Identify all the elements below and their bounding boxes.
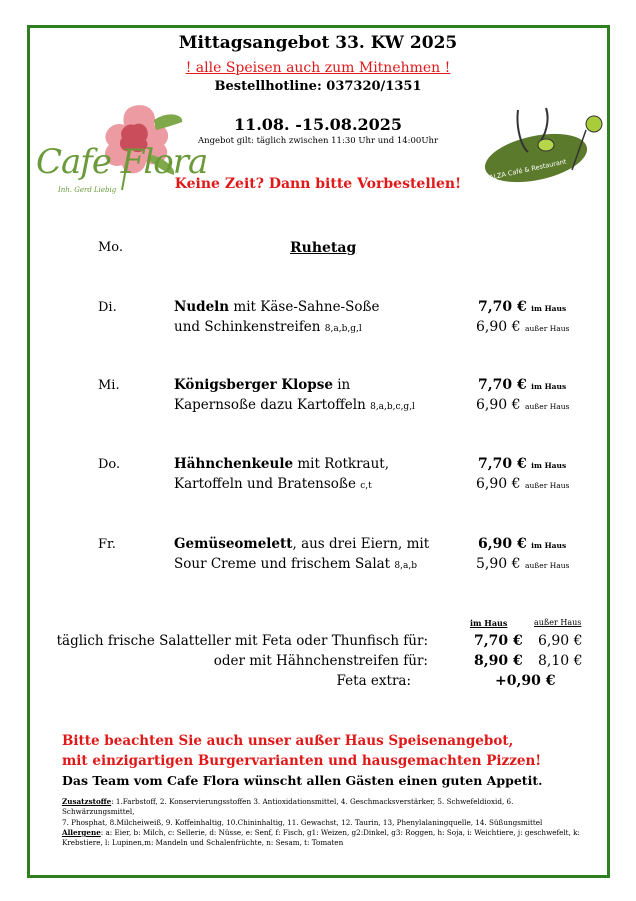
dish-wednesday-line1 bbox=[174, 377, 350, 393]
offer-validity: Angebot gilt: täglich zwischen 11:30 Uhr und 14:00Uhr bbox=[197, 136, 439, 146]
price-thursday-out bbox=[476, 476, 569, 492]
salad-row-feta-out: 6,90 € bbox=[538, 633, 583, 649]
salad-row-feta-extra-label: Feta extra: bbox=[336, 673, 411, 689]
dish-friday-name: Gemüseomelett bbox=[174, 536, 293, 552]
calza-text: CALZA Café & Restaurant bbox=[484, 157, 568, 183]
price-wednesday-out bbox=[476, 397, 569, 413]
cafe-flora-wordmark: Cafe Flora bbox=[36, 142, 208, 182]
allergens-text: : a: Eier, b: Milch, c: Sellerie, d: Nüsse, e: Senf, f: Fisch, g1: Weizen, g2:Dinkel, g3: Roggen, h: Soja, i: Weichtiere, j: geschwefelt, k: Krebstiere, l: Lupinen,m: Mandeln und Schalenfrüchte, n: Sesam, t: Tomaten bbox=[62, 828, 580, 847]
price-wednesday-in-value: 7,70 € bbox=[478, 377, 527, 393]
dish-friday-line1 bbox=[174, 536, 429, 552]
price-tuesday-out bbox=[476, 319, 569, 335]
day-tuesday: Di. bbox=[98, 300, 117, 315]
dish-wednesday-line2 bbox=[174, 397, 415, 413]
prebook-note: Keine Zeit? Dann bitte Vorbestellen! bbox=[174, 176, 462, 192]
price-in-label: im Haus bbox=[531, 382, 567, 391]
salad-row-chicken-in: 8,90 € bbox=[474, 653, 523, 669]
day-friday: Fr. bbox=[98, 537, 116, 552]
dish-thursday-allergens: c,t bbox=[360, 481, 372, 491]
additives-note bbox=[62, 797, 582, 816]
dish-wednesday-desc: in bbox=[332, 377, 351, 393]
salad-row-feta-label: täglich frische Salatteller mit Feta oder Thunfisch für: bbox=[56, 633, 428, 649]
price-thursday-in bbox=[478, 456, 566, 472]
day-wednesday: Mi. bbox=[98, 378, 120, 393]
price-out-label: außer Haus bbox=[524, 402, 570, 411]
calza-logo bbox=[476, 100, 626, 200]
price-wednesday-out-value: 6,90 € bbox=[476, 397, 521, 413]
dish-tuesday-name: Nudeln bbox=[174, 299, 230, 315]
price-friday-out-value: 5,90 € bbox=[476, 556, 521, 572]
dish-wednesday-desc2: Kapernsoße dazu Kartoffeln bbox=[174, 397, 371, 413]
salad-row-chicken-out: 8,10 € bbox=[538, 653, 583, 669]
price-in-label: im Haus bbox=[531, 461, 567, 470]
price-out-label: außer Haus bbox=[524, 481, 570, 490]
rest-day-label: Ruhetag bbox=[290, 240, 357, 256]
price-in-label: im Haus bbox=[531, 541, 567, 550]
salad-row-chicken-label: oder mit Hähnchenstreifen für: bbox=[213, 653, 428, 669]
week-dates: 11.08. -15.08.2025 bbox=[233, 115, 403, 134]
salad-header-out: außer Haus bbox=[534, 618, 582, 627]
dish-thursday-line2 bbox=[174, 476, 372, 492]
calza-logo-icon bbox=[476, 100, 626, 200]
additives-note-2: 7. Phosphat, 8.Milcheiweiß, 9. Koffeinhaltig, 10.Chininhaltig, 11. Gewachst, 12. Taurin, 13, Phenylalaningquelle, 14. Süßungsmittel bbox=[62, 818, 543, 827]
dish-friday-line2 bbox=[174, 556, 417, 572]
price-thursday-in-value: 7,70 € bbox=[478, 456, 527, 472]
team-greeting: Das Team vom Cafe Flora wünscht allen Gästen einen guten Appetit. bbox=[62, 773, 543, 788]
takeaway-promo-line1: Bitte beachten Sie auch unser außer Haus Speisenangebot, bbox=[62, 733, 514, 749]
price-friday-in-value: 6,90 € bbox=[478, 536, 527, 552]
price-friday-in bbox=[478, 536, 566, 552]
dish-thursday-name: Hähnchenkeule bbox=[174, 456, 294, 472]
price-tuesday-in bbox=[478, 299, 566, 315]
dish-thursday-desc2: Kartoffeln und Bratensoße bbox=[174, 476, 361, 492]
day-monday: Mo. bbox=[98, 240, 124, 255]
dish-wednesday-name: Königsberger Klopse bbox=[174, 377, 333, 393]
additives-text: : 1.Farbstoff, 2. Konservierungsstoffen 3. Antioxidationsmittel, 4. Geschmacksverstärker, 5. Schwefeldioxid, 6. Schwärzungsmittel, bbox=[62, 797, 514, 816]
menu-title: Mittagsangebot 33. KW 2025 bbox=[178, 33, 458, 53]
order-hotline: Bestellhotline: 037320/1351 bbox=[214, 79, 422, 94]
dish-thursday-desc: mit Rotkraut, bbox=[293, 456, 389, 472]
price-friday-out bbox=[476, 556, 569, 572]
takeaway-promo-line2: mit einzigartigen Burgervarianten und hausgemachten Pizzen! bbox=[62, 753, 542, 769]
dish-thursday-line1 bbox=[174, 456, 389, 472]
price-tuesday-out-value: 6,90 € bbox=[476, 319, 521, 335]
salad-row-feta-in: 7,70 € bbox=[474, 633, 523, 649]
price-out-label: außer Haus bbox=[524, 561, 570, 570]
day-thursday: Do. bbox=[98, 457, 121, 472]
additives-label: Zusatzstoffe bbox=[62, 797, 112, 806]
dish-tuesday-desc: mit Käse-Sahne-Soße bbox=[229, 299, 380, 315]
price-tuesday-in-value: 7,70 € bbox=[478, 299, 527, 315]
dish-tuesday-desc2: und Schinkenstreifen bbox=[174, 319, 325, 335]
dish-tuesday-line1 bbox=[174, 299, 380, 315]
dish-friday-allergens: 8,a,b bbox=[394, 561, 417, 571]
dish-wednesday-allergens: 8,a,b,c,g,l bbox=[370, 402, 415, 412]
allergens-note bbox=[62, 828, 582, 847]
dish-friday-desc: , aus drei Eiern, mit bbox=[292, 536, 430, 552]
takeaway-note: ! alle Speisen auch zum Mitnehmen ! bbox=[185, 60, 451, 76]
salad-header-in: im Haus bbox=[470, 618, 508, 628]
dish-tuesday-line2 bbox=[174, 319, 362, 335]
price-wednesday-in bbox=[478, 377, 566, 393]
price-thursday-out-value: 6,90 € bbox=[476, 476, 521, 492]
cafe-flora-owner: Inh. Gerd Liebig bbox=[58, 186, 117, 194]
price-in-label: im Haus bbox=[531, 304, 567, 313]
allergens-label: Allergene bbox=[62, 828, 101, 837]
dish-friday-desc2: Sour Creme und frischem Salat bbox=[174, 556, 395, 572]
salad-row-feta-extra-price: +0,90 € bbox=[495, 673, 556, 689]
cafe-flora-logo bbox=[34, 100, 209, 210]
dish-tuesday-allergens: 8,a,b,g,l bbox=[324, 324, 362, 334]
price-out-label: außer Haus bbox=[524, 324, 570, 333]
